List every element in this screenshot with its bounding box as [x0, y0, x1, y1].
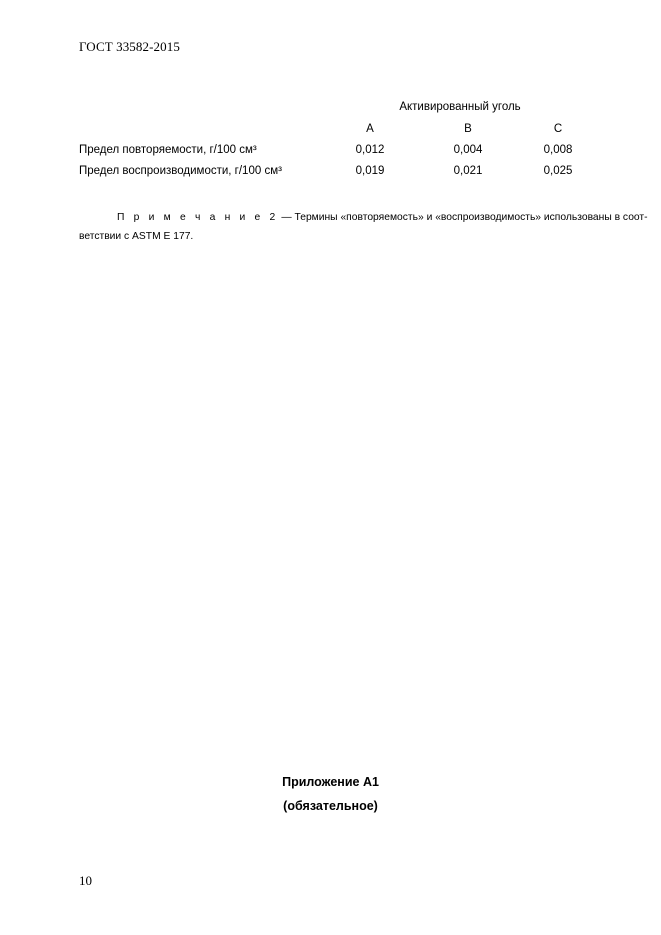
table-cell: 0,012 [355, 144, 385, 156]
column-header-c: C [553, 123, 563, 135]
note-line-2: ветствии с ASTM E 177. [79, 231, 194, 242]
table-group-title: Активированный уголь [399, 101, 521, 113]
table-cell: 0,008 [543, 144, 573, 156]
row-label-reproducibility: Предел воспроизводимости, г/100 см³ [79, 165, 282, 177]
note-text: — Термины «повторяемость» и «воспроизводимость» использованы в соот- [278, 212, 648, 223]
precision-table [0, 0, 661, 200]
row-label-repeatability: Предел повторяемости, г/100 см³ [79, 144, 257, 156]
page-number: 10 [79, 873, 92, 888]
document-header: ГОСТ 33582-2015 [79, 39, 180, 54]
appendix-title: Приложение А1 [282, 775, 379, 789]
note-prefix: П р и м е ч а н и е 2 [117, 212, 279, 223]
column-header-a: A [366, 123, 374, 135]
table-cell: 0,021 [453, 165, 483, 177]
column-header-b: B [464, 123, 472, 135]
table-cell: 0,025 [543, 165, 573, 177]
table-cell: 0,004 [453, 144, 483, 156]
appendix-subtitle: (обязательное) [283, 799, 378, 813]
table-cell: 0,019 [355, 165, 385, 177]
note-paragraph [79, 208, 648, 246]
note-line-1 [79, 208, 648, 227]
